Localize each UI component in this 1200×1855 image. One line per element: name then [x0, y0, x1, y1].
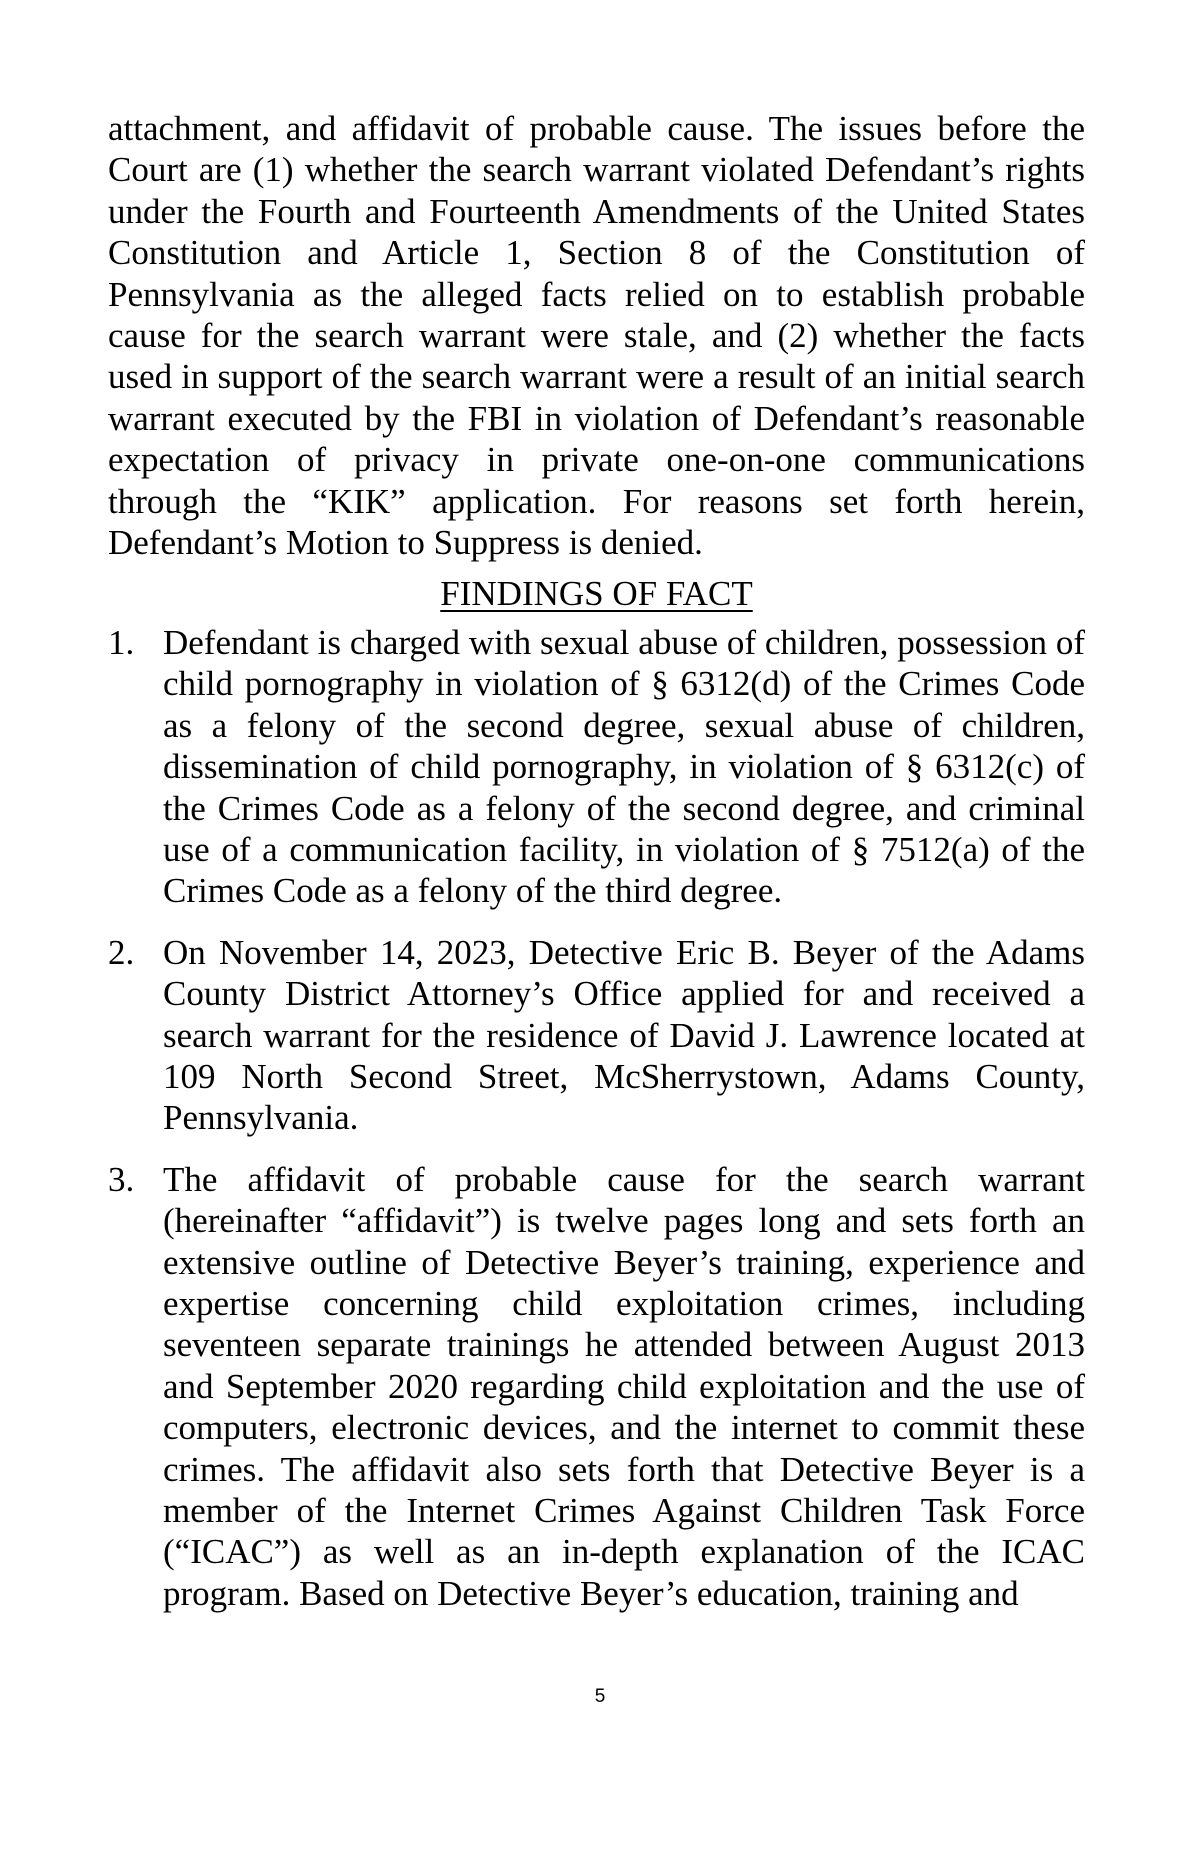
intro-paragraph: attachment, and affidavit of probable cause. The issues before the Court are (1) whether the search warrant violated Defendant’s rights under the Fourth and Fourteenth Amendments of the United States Constitution and Article 1, Section 8 of the Constitution of Pennsylvania as the alleged facts relied on to establish probable cause for the search warrant were stale, and (2) whether the facts used in support of the search warrant were a result of an initial search warrant executed by the FBI in violation of Defendant’s reasonable expectation of privacy in private one-on-one communications through the “KIK” application. For reasons set forth herein, Defendant’s Motion to Suppress is denied. [108, 109, 1085, 563]
finding-item [108, 622, 1085, 912]
finding-text: The affidavit of probable cause for the search warrant (hereinafter “affidavit”) is twelve pages long and sets forth an extensive outline of Detective Beyer’s training, experience and expertise concerning child exploitation crimes, including seventeen separate trainings he attended between August 2013 and September 2020 regarding child exploitation and the use of computers, electronic devices, and the internet to commit these crimes. The affidavit also sets forth that Detective Beyer is a member of the Internet Crimes Against Children Task Force (“ICAC”) as well as an in-depth explanation of the ICAC program. Based on Detective Beyer’s education, training and [163, 1159, 1085, 1613]
finding-number: 3. [108, 1159, 135, 1199]
finding-item [108, 932, 1085, 1139]
findings-list [108, 622, 1085, 1614]
section-heading: FINDINGS OF FACT [440, 574, 753, 614]
page-number: 5 [594, 1686, 606, 1707]
finding-number: 1. [108, 622, 135, 662]
finding-text: Defendant is charged with sexual abuse of children, possession of child pornography in violation of § 6312(d) of the Crimes Code as a felony of the second degree, sexual abuse of children, dissemination of child pornography, in violation of § 6312(c) of the Crimes Code as a felony of the second degree, and criminal use of a communication facility, in violation of § 7512(a) of the Crimes Code as a felony of the third degree. [163, 622, 1085, 911]
document-page [108, 108, 1085, 1634]
finding-number: 2. [108, 932, 135, 972]
finding-text: On November 14, 2023, Detective Eric B. Beyer of the Adams County District Attorney’s Office applied for and received a search warrant for the residence of David J. Lawrence located at 109 North Second Street, McSherrystown, Adams County, Pennsylvania. [163, 932, 1085, 1138]
finding-item [108, 1159, 1085, 1614]
